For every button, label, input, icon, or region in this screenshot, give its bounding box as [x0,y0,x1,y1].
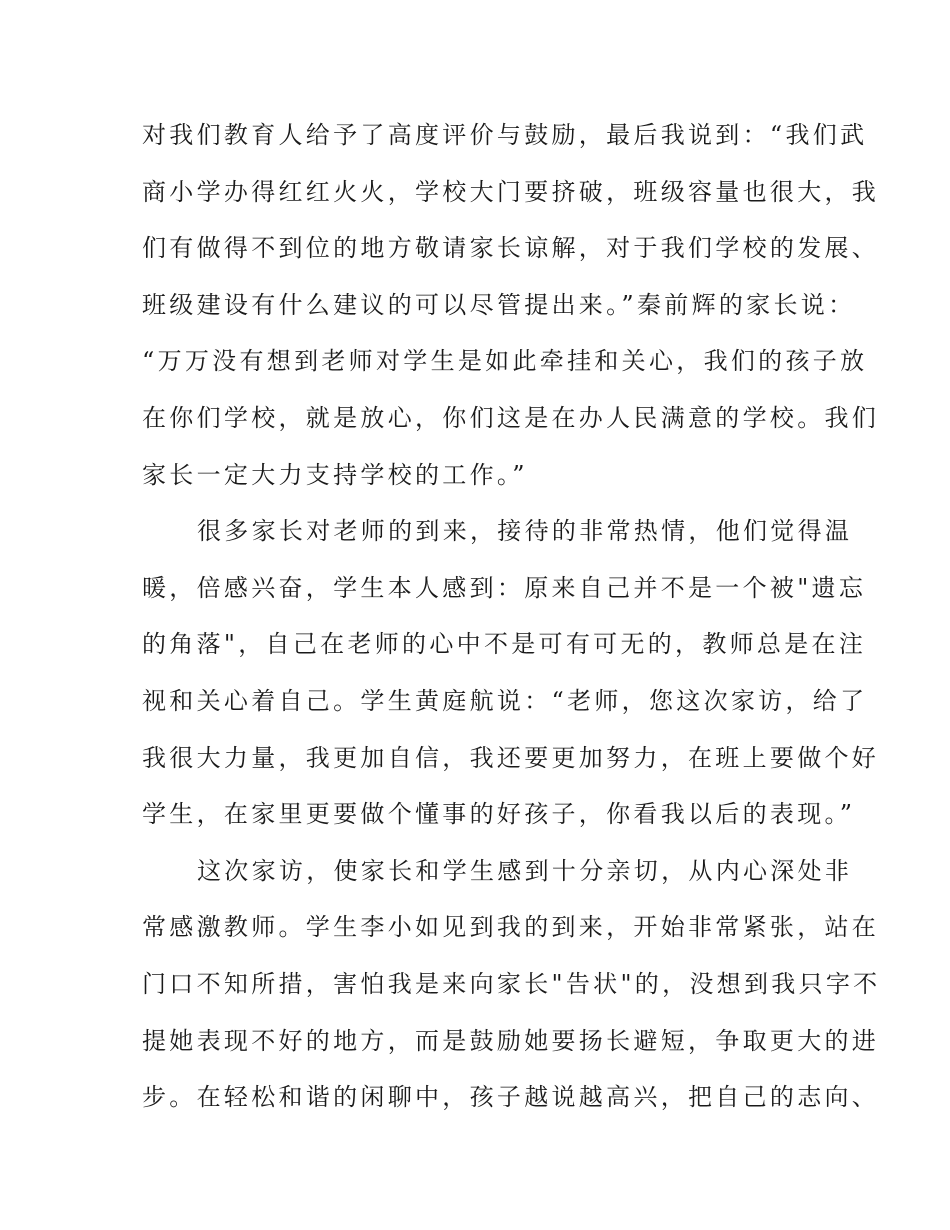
text-line: 的角落"，自己在老师的心中不是可有可无的，教师总是在注 [142,630,867,659]
text-line: 家长一定大力支持学校的工作。” [142,460,528,489]
text-line: 步。在轻松和谐的闲聊中，孩子越说越高兴，把自己的志向、 [142,1083,880,1112]
body-text [142,107,881,1126]
text-line: 学生，在家里更要做个懂事的好孩子，你看我以后的表现。” [142,800,856,829]
text-line: 提她表现不好的地方，而是鼓励她要扬长避短，争取更大的进 [142,1026,880,1055]
text-line: 视和关心着自己。学生黄庭航说：“老师，您这次家访，给了 [142,686,868,715]
text-line: 商小学办得红红火火，学校大门要挤破，班级容量也很大，我 [142,177,880,206]
text-line: 暖，倍感兴奋，学生本人感到：原来自己并不是一个被"遗忘 [142,573,867,602]
text-line: 对我们教育人给予了高度评价与鼓励，最后我说到：“我们武 [142,121,868,149]
text-line: 在你们学校，就是放心，你们这是在办人民满意的学校。我们 [142,403,880,432]
paragraph-start-line: 很多家长对老师的到来，接待的非常热情，他们觉得温 [197,517,853,546]
text-line: “万万没有想到老师对学生是如此牵挂和关心，我们的孩子放 [142,347,868,376]
text-line: 我很大力量，我更加自信，我还要更加努力，在班上要做个好 [142,743,880,772]
text-line: 门口不知所措，害怕我是来向家长"告状"的，没想到我只字不 [142,969,881,998]
text-line: 班级建设有什么建议的可以尽管提出来。”秦前辉的家长说： [142,290,856,319]
paragraph-start-line: 这次家访，使家长和学生感到十分亲切，从内心深处非 [197,856,853,885]
text-line: 常感激教师。学生李小如见到我的到来，开始非常紧张，站在 [142,913,880,942]
text-line: 们有做得不到位的地方敬请家长谅解，对于我们学校的发展、 [142,234,880,263]
